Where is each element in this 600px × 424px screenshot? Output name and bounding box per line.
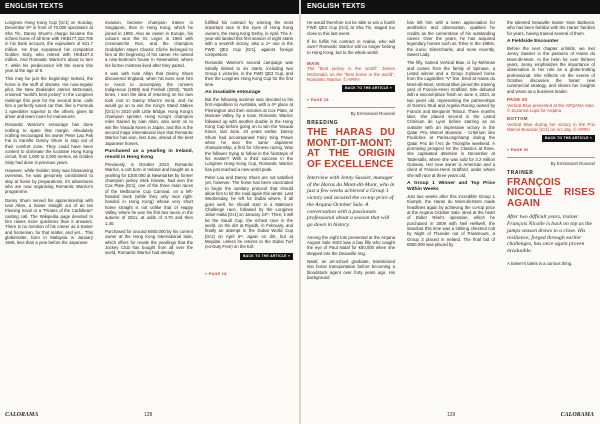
left-column-3: [205, 20, 293, 266]
paragraph: Longines Hong Kong Cup [Gr1] on Sunday, December 8ᵗʰ in front of 70,000 spectators at Sha Tin, Danny Shum's charge became the richest horse of all time with HK$177,322,706 in his bank account, the equivalent of €21.7 million. He thus surpassed his compatriot Golden Sixty, who retired with HK$167.2 million. And Romantic Warrior's about to turn 7, while his predecessor left the scene this year at the age of 8.: [5, 20, 93, 74]
paragraph: Danny Shum served his apprenticeship with Ivan Allan, a trainer straight out of an Ian Fleming novel or a "Pirates of the Caribbean" casting call. The Wikipedia page devoted to him raises more questions than it answers. There is no mention of his career as a trainer and horseman, for that matter, and yet... This globetrotter, born in Malaysia in January 1946, less than a year before the Japanese: [5, 197, 93, 246]
subheading: An insatiable entourage: [205, 90, 261, 96]
left-page-slug: « PAGE 18: [205, 272, 227, 276]
caption-key: PAGE 20: [507, 97, 528, 103]
left-column-2: [105, 20, 193, 259]
right-column-2: [407, 20, 495, 250]
back-link-wrap: [205, 253, 293, 260]
back-link-wrap: [507, 135, 595, 142]
divider: [307, 107, 395, 108]
trainer-article-title: FRANÇOIS NICOLLE RISES AGAIN: [507, 176, 595, 209]
byline: By Emmanuel Roussel: [550, 161, 595, 167]
paragraph: invasion, became champion trainer in Singapore, then in Hong Kong, which he joined in 1992. Also an owner in Europe, his colours won the St. Leger in 1984 with Commanche Run, and the champion Godolphin stayer Classic Cliche belonged to him at the beginning of his career. He owned a nine-bedroom house in Newmarket, where his former mistress lived after they parted.: [105, 20, 193, 68]
right-page: [301, 0, 600, 424]
back-to-article-button[interactable]: BACK TO THE ARTICLE »: [342, 85, 395, 92]
section-tag-trainer: TRAINER: [507, 169, 534, 176]
paragraph: Among the eight lots presented at the Arqana August Sale 2023 was a bay filly who caught the eye of Paul Nataf for €50,000 when she stepped into the Deauville ring.: [307, 234, 395, 256]
right-brand-logo: CALORAMA: [560, 412, 594, 418]
left-brand-logo: CALORAMA: [5, 412, 39, 418]
left-column-1: [5, 20, 93, 249]
subheading: Purchased as a yearling in Ireland, resold in Hong Kong: [105, 148, 193, 160]
paragraph: He would therefore not be able to win a fourth FWD QE2 Cup [Gr1] at Sha Tin, staged too close to this last event.: [307, 20, 395, 36]
right-slug-2: « PAGE 52: [507, 147, 529, 152]
section-tag-breeding: BREEDING: [307, 119, 339, 126]
caption-text: The "best jockey in the world", James McDonald, on the "best horse in the world", Romantic Warrior. © APRH: [307, 66, 395, 83]
right-slug-1: « PAGE 18: [307, 98, 329, 103]
back-link-wrap: [307, 85, 395, 92]
divider: [507, 157, 595, 158]
paragraph: If he fulfils his contract in Arabia, who will care? Romantic Warrior will no longer belong to Hong Kong, but to the whole world.: [307, 39, 395, 55]
paragraph: fulfilled his contract by winning the most important race in the eyes of Hong Kong owners, the Hong Kong Derby, in April. The 4-year-old landed this first season of eight starts with a seventh victory, also a 1ˢᵗ one in the FWD QE2 Cup [Gr1], against foreign competitors.: [205, 20, 293, 58]
back-to-article-button[interactable]: BACK TO THE ARTICLE »: [240, 253, 293, 260]
paragraph: Previously, in October 2023, Romantic Warrior, a colt born in Ireland and bought as a yearling for £300,000 at Newmarket by former champion jockey Mick Kinane, had won the Cox Plate [Gr1], one of the three main races of the Melbourne Cup Carnival, on a left-handed track (while they only race right-handed in Hong Kong) whose very short home straight is not unlike that of Happy Valley, where he won his first two races, in the autumn of 2021, at odds of 3.70 and then 1.40.: [105, 161, 193, 226]
paragraph: But the following summer was devoted to his first expedition to Australia, with a 4ᵗʰ place at Flemington and then victories at Cox Plate, at Moonee Valley, by a nose. Romantic Warrior followed up with another double in the Hong Kong Cup before going on to win the Yasuda Kinen, last June. 24 years earlier, Danny Shum had accompanied Fairy King Prawn when he won the same Japanese championship, a first for Chinese racing. Was the follower trying to follow in the footsteps of his master? With a third success in the Longines Hong Kong Cup, Romantic Warrior has just reached a new world peak.: [205, 97, 293, 172]
paragraph: Peter Lau and Danny Shum are not satisfied yet, however. The horse has been vaccinated to begin the sanitary protocol that should allow him to hit the road again this winter. Last Wednesday, he left for Dubai where, if all goes well, he should start in a Maktoum Challenge race, followed by the Longines Jebel Hatta [Gr1] on January 24ᵗʰ. Then, it will be the Saudi Cup, the richest race in the world, on the dirt at Riyadh, in February, and finally an attempt in the Dubai World Cup [Gr1] on April 5ᵗʰ, again on dirt, but at Meydan, unless he returns to the Dubai Turf (ex-Duty Free) on the turf.: [205, 174, 293, 250]
breeding-intro: Interview with Jenny Sassier, manager of the Haras du Mont-dit-Mont, who in just a few weeks achieved a Group 1 victory and secured the co-top price of the Arqana October Sale. A conversation with a passionate professional about a season that will go down in history.: [307, 175, 395, 228]
caption-text: Vertical Blue presented at the ARQANA Sale. © Zuzanna Lupa for Arqana: [507, 102, 595, 113]
paragraph: The filly, named Vertical Blue, is by Mehmas and comes from the family of Spinaxe, a Listed winner and a Group 3-placed horse from the Lagardère "V" line. Bred at Haras du Mont-dit-Mont, Vertical Blue joined the training yard of Francis-Henri Graffard. She debuted with a second-place finish on June 4, 2024, at two years old, representing the partnerships of Gemini Stud and Argelia Racing owned by Francis and Benjamin Teboul. Three months later, she placed second in the Listed Critérium de Lyon before starring as an outsider with an impressive victory in the Qatar Prix Marcel Boussac - Critérium des Pouliches at ParisLongchamp during the Qatar Prix de l'Arc de Triomphe weekend. A promising prospect for the Classics at three, she captivated attention in December at Tattersalls, where she was sold for 3.2 million Guineas. Her new owner is American and a client of Francis-Henri Graffard, under whom she will race at three years old.: [407, 60, 495, 178]
paragraph: has left him with a keen appreciation for aesthetics and observation, qualities he credits as the cornerstone of his outstanding career. Over the years, he has acquired legendary horses such as Trêve in the 1980s, the iconic Sistercharlie, and more recently, Sweet Lady.: [407, 20, 495, 58]
right-column-3: [507, 20, 595, 269]
page-photo-caption: [507, 97, 595, 113]
paragraph: Before the next chapter unfolds, we met Jenny Sassier in the pastures of Haras du Mont-dit-Mont. At the helm for over thirteen years, Jenny emphasizes the importance of observation in her role as a globe-trotting professional. She reflects on the events of October, discusses the haras' new commercial strategy, and shares her insights and vision as a business leader.: [507, 46, 595, 94]
paragraph: Romantic Warrior's second campaign was initially limited to six starts, including two Group 1 victories, in the FWD QE2 Cup, and then the Longines Hong Kong Cup for the first time.: [205, 60, 293, 87]
left-page-number: 128: [144, 412, 153, 418]
right-header-bar: [301, 0, 600, 14]
right-column-1: [307, 20, 395, 283]
paragraph: It was with Ivan Allan that Danny Shum discovered England, when his boss sent him to Ascot to accompany the runners Indigenous (1999) and Firebolt (2003). "Both times, I won the idea of returning on his own took root in Danny Shum's mind, and he would go on to win the King's Stand Stakes [Gr1] in 2010 with Little Bridge. Hong Kong's champion sprinter, Hong Kong's champion miler trained by Ivan Allan, also went on to win the Yasuda Kinen in Japan, and this is the second major international race that Romantic Warrior has won, last June, ahead of the best Japanese horses.: [105, 71, 193, 146]
group1-heading: A Group 1 Winner and Top Price Within Weeks: [407, 180, 495, 192]
breeding-article-title: THE HARAS DU MONT-DIT-MONT: AT THE ORIGIN OF EXCELLENCE: [307, 127, 395, 170]
back-to-article-button[interactable]: BACK TO THE ARTICLE »: [542, 135, 595, 142]
paragraph: the talented Deauville trainer Yann Barberot, who has been familiar with the Haras' families for years, having trained several of them.: [507, 20, 595, 36]
byline: By Emmanuel Roussel: [350, 111, 395, 117]
caption-key: MAIN: [307, 61, 320, 67]
bottom-photo-caption: [507, 116, 595, 132]
right-header-label: ENGLISH TEXTS: [307, 3, 366, 10]
trainer-intro: After two difficult years, trainer François Nicolle is back on top as the jumps season draws to a close. His resilience, forged through earlier challenges, has once again proven invaluable.: [507, 214, 592, 254]
paragraph: A trainer's talent is a curious thing.: [507, 260, 573, 266]
caption-text: Vertical Blue during her victory in the Prix Marcel Boussac [Gr1] on Arc day. © APRH: [507, 121, 595, 133]
paragraph: However, while Golden Sixty was blossoming overseas, he was genuinely constrained to stay at home by preparations, it's adventures who are now organising Romantic Warrior's programme.: [5, 167, 93, 195]
caption-key: BOTTOM: [507, 116, 528, 122]
right-footer: [301, 410, 600, 420]
left-header-bar: [0, 0, 299, 14]
paragraph: Purchased for around €500,000 by his current owner at the Hong Kong International Sale, which offers for resale the yearlings that the Jockey Club has bought from all over the world, Romantic Warrior had already: [105, 229, 193, 256]
fieldside-heading: A Fieldside Encounter: [507, 39, 559, 45]
left-page: [0, 0, 299, 424]
paragraph: This may be just the beginning! Indeed, the horse is the stuff of dreams. His now-regular pilot, the New Zealander James McDonald, crowned "world's best jockey" in the Longines rankings this year for the second time, calls him a perfectly tuned car that, like a Formula 1 speedster superior to the others, gives its driver and team room for manoeuvre.: [5, 76, 93, 119]
paragraph: Nataf, an art-school graduate, transitioned into horse transportation before becoming a bloodstock agent over forty years ago. His background: [307, 259, 395, 281]
left-header-label: ENGLISH TEXTS: [5, 3, 64, 10]
main-photo-caption: [307, 61, 395, 83]
paragraph: Romantic Warrior's entourage has done nothing to spare that margin. Absolutely nothing encouraged his owner Peter Lau Pak Fai to transfer Danny Shum to stop out of their comfort zone. They could have been content to dominate the lucrative Hong Kong circuit, from 1,600 to 2,000 metres, as Golden Sixty had done in previous years.: [5, 122, 93, 165]
right-page-number: 129: [447, 412, 456, 418]
left-footer: [0, 410, 299, 420]
paragraph: Just two weeks after this incredible Group 1 triumph, the Haras du Mont-dit-Mont made headlines again by achieving the co-top price at the Arqana October Sale. Bred at the heart of Didier Réel's operation, which he purchased in 2009 with Neil Hellwell, the standout this time was a striking chestnut colt by Night of Thunder out of Paramount, a Group 3 placed in Ireland. The final bid of €500,000 was placed by: [407, 193, 495, 248]
